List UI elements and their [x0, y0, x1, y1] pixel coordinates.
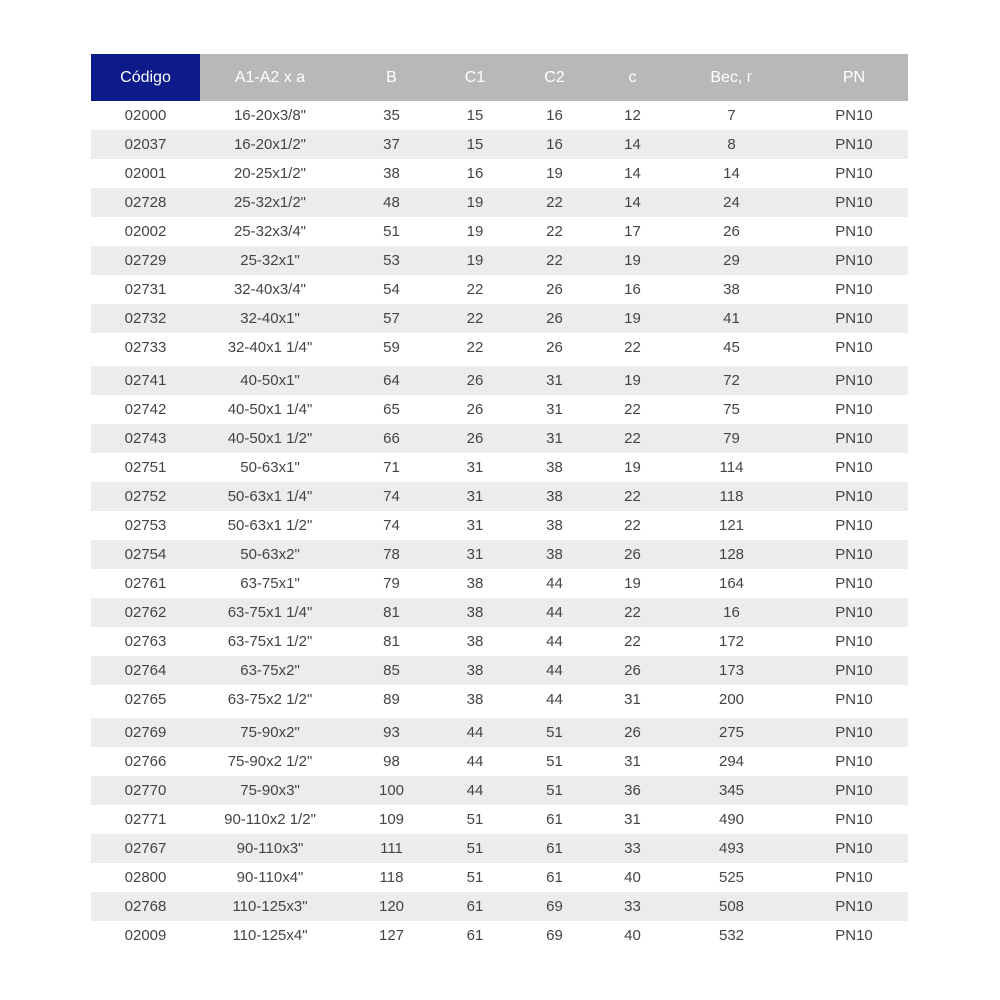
cell-c2: 44 [546, 691, 563, 708]
table-body [91, 101, 908, 950]
cell-c2: 31 [546, 372, 563, 389]
cell-weight: 29 [723, 252, 740, 269]
cell-b: 111 [380, 840, 403, 857]
cell-c1: 51 [466, 840, 484, 857]
cell-c1: 44 [466, 724, 484, 741]
table-row [91, 333, 908, 362]
cell-pn: PN10 [835, 753, 873, 770]
cell-pn: PN10 [835, 194, 873, 211]
table-row [91, 627, 908, 656]
cell-dimensions: 32-40x1 1/4" [227, 339, 313, 356]
cell-pn: PN10 [835, 310, 873, 327]
cell-pn: PN10 [835, 662, 873, 679]
cell-weight: 294 [718, 753, 745, 770]
table-row [91, 366, 908, 395]
cell-c: 22 [624, 517, 641, 534]
cell-dimensions: 110-125x3" [232, 898, 308, 915]
cell-dimensions: 63-75x1 1/4" [227, 604, 313, 621]
cell-b: 74 [383, 488, 400, 505]
cell-pn: PN10 [835, 136, 873, 153]
cell-c1: 22 [466, 281, 484, 298]
table-row [91, 159, 908, 188]
cell-pn: PN10 [835, 575, 873, 592]
cell-weight: 525 [718, 869, 745, 886]
cell-dimensions: 40-50x1 1/2" [227, 430, 313, 447]
cell-weight: 26 [723, 223, 740, 240]
cell-code: 02764 [124, 662, 167, 679]
cell-weight: 14 [723, 165, 740, 182]
cell-dimensions: 50-63x1 1/4" [227, 488, 313, 505]
cell-b: 81 [383, 633, 400, 650]
cell-dimensions: 25-32x1" [240, 252, 300, 269]
cell-c2: 22 [546, 194, 563, 211]
table-row [91, 718, 908, 747]
cell-c: 14 [624, 136, 641, 153]
cell-dimensions: 63-75x1 1/2" [227, 633, 313, 650]
cell-pn: PN10 [835, 633, 873, 650]
cell-weight: 173 [718, 662, 745, 679]
cell-pn: PN10 [835, 281, 873, 298]
cell-code: 02001 [124, 165, 167, 182]
cell-c2: 22 [546, 223, 563, 240]
cell-c: 14 [624, 165, 641, 182]
cell-dimensions: 63-75x1" [240, 575, 300, 592]
cell-dimensions: 63-75x2 1/2" [227, 691, 313, 708]
cell-weight: 45 [723, 339, 740, 356]
cell-b: 38 [383, 165, 400, 182]
cell-code: 02000 [124, 107, 167, 124]
cell-code: 02729 [124, 252, 167, 269]
cell-dimensions: 90-110x2 1/2" [224, 811, 316, 828]
table-row [91, 656, 908, 685]
cell-code: 02751 [124, 459, 167, 476]
table-row [91, 747, 908, 776]
spec-table [91, 54, 908, 950]
cell-dimensions: 40-50x1" [240, 372, 300, 389]
cell-pn: PN10 [835, 401, 873, 418]
cell-c: 14 [624, 194, 641, 211]
cell-dimensions: 75-90x2" [240, 724, 300, 741]
cell-c: 17 [624, 223, 641, 240]
cell-dimensions: 75-90x3" [240, 782, 300, 799]
cell-code: 02771 [124, 811, 167, 828]
header-weight: Вес, г [710, 68, 753, 86]
table-row [91, 685, 908, 714]
cell-c: 22 [624, 339, 641, 356]
cell-b: 66 [383, 430, 400, 447]
cell-c1: 61 [466, 927, 484, 944]
cell-pn: PN10 [835, 488, 873, 505]
header-dimensions: A1-A2 x a [234, 68, 306, 86]
cell-weight: 7 [727, 107, 736, 124]
cell-c: 12 [624, 107, 641, 124]
cell-weight: 24 [723, 194, 740, 211]
cell-c1: 31 [466, 488, 484, 505]
cell-pn: PN10 [835, 898, 873, 915]
cell-c1: 19 [466, 223, 484, 240]
cell-weight: 8 [727, 136, 736, 153]
table-row [91, 304, 908, 333]
cell-c: 22 [624, 488, 641, 505]
header-c: c [628, 68, 637, 86]
cell-b: 64 [383, 372, 400, 389]
cell-code: 02754 [124, 546, 167, 563]
table-row [91, 101, 908, 130]
cell-weight: 41 [723, 310, 740, 327]
header-c2: C2 [544, 68, 565, 86]
cell-dimensions: 20-25x1/2" [233, 165, 307, 182]
cell-c2: 61 [546, 840, 563, 857]
table-row [91, 275, 908, 304]
cell-c: 26 [624, 662, 641, 679]
cell-code: 02002 [124, 223, 167, 240]
cell-c2: 26 [546, 281, 563, 298]
cell-b: 35 [383, 107, 400, 124]
cell-weight: 79 [723, 430, 740, 447]
cell-c2: 51 [546, 724, 563, 741]
cell-dimensions: 25-32x3/4" [233, 223, 307, 240]
cell-b: 37 [383, 136, 400, 153]
cell-dimensions: 25-32x1/2" [233, 194, 307, 211]
cell-b: 51 [383, 223, 400, 240]
table-row [91, 892, 908, 921]
cell-c: 19 [624, 372, 641, 389]
cell-c1: 22 [466, 310, 484, 327]
cell-c2: 26 [546, 310, 563, 327]
cell-weight: 118 [719, 488, 744, 505]
cell-b: 100 [378, 782, 405, 799]
cell-c2: 38 [546, 459, 563, 476]
cell-b: 120 [378, 898, 405, 915]
cell-pn: PN10 [835, 724, 873, 741]
cell-c2: 44 [546, 633, 563, 650]
table-row [91, 217, 908, 246]
cell-c2: 26 [546, 339, 563, 356]
cell-code: 02752 [124, 488, 167, 505]
cell-c: 19 [624, 459, 641, 476]
table-header [91, 54, 908, 101]
cell-weight: 200 [718, 691, 745, 708]
cell-dimensions: 63-75x2" [240, 662, 300, 679]
cell-c: 40 [624, 927, 641, 944]
cell-c2: 51 [546, 753, 563, 770]
cell-c: 22 [624, 633, 641, 650]
cell-code: 02741 [124, 372, 167, 389]
cell-c2: 38 [546, 517, 563, 534]
cell-dimensions: 90-110x4" [236, 869, 304, 886]
cell-c: 36 [624, 782, 641, 799]
table-row [91, 453, 908, 482]
cell-weight: 508 [718, 898, 745, 915]
cell-b: 85 [383, 662, 400, 679]
cell-pn: PN10 [835, 459, 873, 476]
cell-code: 02761 [124, 575, 167, 592]
header-c1: C1 [464, 68, 486, 86]
cell-b: 81 [383, 604, 400, 621]
cell-c1: 26 [466, 430, 484, 447]
cell-code: 02753 [124, 517, 167, 534]
cell-code: 02769 [124, 724, 167, 741]
cell-c1: 16 [466, 165, 484, 182]
cell-c: 26 [624, 724, 641, 741]
cell-c1: 19 [466, 194, 484, 211]
cell-code: 02800 [124, 869, 167, 886]
cell-weight: 493 [718, 840, 745, 857]
table-row [91, 482, 908, 511]
cell-b: 127 [378, 927, 405, 944]
cell-code: 02728 [124, 194, 167, 211]
cell-pn: PN10 [835, 840, 873, 857]
cell-pn: PN10 [835, 107, 873, 124]
cell-pn: PN10 [835, 252, 873, 269]
cell-b: 78 [383, 546, 400, 563]
cell-c1: 31 [466, 459, 484, 476]
cell-pn: PN10 [835, 691, 873, 708]
cell-dimensions: 90-110x3" [236, 840, 304, 857]
cell-weight: 75 [723, 401, 740, 418]
cell-c2: 38 [546, 546, 563, 563]
table-row [91, 130, 908, 159]
table-row [91, 424, 908, 453]
cell-code: 02009 [124, 927, 167, 944]
header-b: B [386, 68, 397, 86]
cell-c1: 44 [466, 782, 484, 799]
cell-code: 02731 [124, 281, 167, 298]
cell-weight: 345 [718, 782, 745, 799]
cell-weight: 164 [718, 575, 745, 592]
cell-pn: PN10 [835, 869, 873, 886]
table-row [91, 511, 908, 540]
cell-c: 19 [624, 310, 641, 327]
cell-b: 79 [383, 575, 400, 592]
cell-b: 93 [383, 724, 400, 741]
cell-c: 31 [624, 691, 641, 708]
cell-c1: 15 [466, 107, 484, 124]
cell-pn: PN10 [835, 339, 873, 356]
cell-c1: 26 [466, 401, 484, 418]
cell-code: 02768 [124, 898, 167, 915]
cell-dimensions: 110-125x4" [232, 927, 308, 944]
cell-weight: 532 [718, 927, 745, 944]
cell-c1: 19 [466, 252, 484, 269]
cell-c2: 69 [546, 927, 563, 944]
cell-dimensions: 32-40x3/4" [233, 281, 307, 298]
cell-c1: 51 [466, 811, 484, 828]
header-pn: PN [842, 68, 866, 86]
table-row [91, 395, 908, 424]
cell-c2: 22 [546, 252, 563, 269]
cell-weight: 128 [718, 546, 745, 563]
cell-c1: 51 [466, 869, 484, 886]
cell-dimensions: 32-40x1" [240, 310, 300, 327]
table-row [91, 569, 908, 598]
cell-b: 109 [378, 811, 405, 828]
cell-c: 19 [624, 252, 641, 269]
cell-c: 22 [624, 604, 641, 621]
cell-c2: 16 [546, 136, 563, 153]
cell-c2: 16 [546, 107, 563, 124]
cell-code: 02762 [124, 604, 167, 621]
cell-b: 89 [383, 691, 400, 708]
cell-c2: 31 [546, 430, 563, 447]
cell-c1: 61 [466, 898, 484, 915]
cell-weight: 72 [723, 372, 740, 389]
cell-code: 02037 [124, 136, 167, 153]
cell-c: 33 [624, 898, 641, 915]
cell-pn: PN10 [835, 927, 873, 944]
cell-pn: PN10 [835, 165, 873, 182]
cell-code: 02765 [124, 691, 167, 708]
cell-pn: PN10 [835, 546, 873, 563]
cell-pn: PN10 [835, 430, 873, 447]
cell-c2: 51 [546, 782, 563, 799]
cell-code: 02763 [124, 633, 167, 650]
cell-b: 48 [383, 194, 400, 211]
cell-c2: 44 [546, 662, 563, 679]
cell-c: 16 [624, 281, 641, 298]
cell-pn: PN10 [835, 811, 873, 828]
cell-dimensions: 75-90x2 1/2" [227, 753, 313, 770]
table-row [91, 540, 908, 569]
table-row [91, 776, 908, 805]
cell-pn: PN10 [835, 517, 873, 534]
table-row [91, 921, 908, 950]
cell-c2: 44 [546, 575, 563, 592]
cell-c1: 38 [466, 575, 484, 592]
cell-dimensions: 50-63x2" [240, 546, 300, 563]
cell-c1: 38 [466, 633, 484, 650]
cell-c2: 61 [546, 811, 563, 828]
cell-c: 40 [624, 869, 641, 886]
cell-dimensions: 16-20x1/2" [233, 136, 307, 153]
cell-c2: 19 [546, 165, 563, 182]
cell-c1: 26 [466, 372, 484, 389]
cell-dimensions: 50-63x1" [240, 459, 300, 476]
cell-c: 31 [624, 811, 641, 828]
cell-c: 33 [624, 840, 641, 857]
cell-b: 53 [383, 252, 400, 269]
cell-c2: 31 [546, 401, 563, 418]
cell-b: 65 [383, 401, 400, 418]
table-row [91, 805, 908, 834]
cell-b: 57 [383, 310, 400, 327]
cell-code: 02742 [124, 401, 167, 418]
cell-weight: 114 [719, 459, 744, 476]
cell-weight: 490 [718, 811, 745, 828]
cell-code: 02732 [124, 310, 167, 327]
cell-c: 22 [624, 430, 641, 447]
cell-c1: 44 [466, 753, 484, 770]
cell-pn: PN10 [835, 782, 873, 799]
cell-c2: 61 [546, 869, 563, 886]
cell-code: 02766 [124, 753, 167, 770]
table-row [91, 834, 908, 863]
table-row [91, 246, 908, 275]
cell-c2: 44 [546, 604, 563, 621]
cell-dimensions: 40-50x1 1/4" [227, 401, 313, 418]
cell-c: 22 [624, 401, 641, 418]
cell-c1: 38 [466, 662, 484, 679]
table-row [91, 188, 908, 217]
cell-c1: 38 [466, 691, 484, 708]
cell-code: 02743 [124, 430, 167, 447]
cell-code: 02733 [124, 339, 167, 356]
cell-c1: 38 [466, 604, 484, 621]
cell-c: 19 [624, 575, 641, 592]
cell-weight: 121 [718, 517, 745, 534]
cell-c2: 69 [546, 898, 563, 915]
cell-b: 74 [383, 517, 400, 534]
table-row [91, 598, 908, 627]
cell-dimensions: 16-20x3/8" [233, 107, 307, 124]
cell-c2: 38 [546, 488, 563, 505]
cell-b: 54 [383, 281, 400, 298]
cell-dimensions: 50-63x1 1/2" [227, 517, 313, 534]
table-row [91, 863, 908, 892]
cell-c: 26 [624, 546, 641, 563]
cell-c1: 15 [466, 136, 484, 153]
cell-weight: 172 [718, 633, 745, 650]
cell-c1: 31 [466, 517, 484, 534]
cell-b: 118 [379, 869, 404, 886]
cell-b: 59 [383, 339, 400, 356]
cell-code: 02767 [124, 840, 167, 857]
cell-pn: PN10 [835, 372, 873, 389]
header-code: Código [91, 54, 200, 101]
cell-pn: PN10 [835, 604, 873, 621]
cell-b: 71 [383, 459, 400, 476]
cell-c1: 31 [466, 546, 484, 563]
cell-b: 98 [383, 753, 400, 770]
cell-c1: 22 [466, 339, 484, 356]
cell-c: 31 [624, 753, 641, 770]
cell-weight: 16 [723, 604, 740, 621]
cell-code: 02770 [124, 782, 167, 799]
cell-pn: PN10 [835, 223, 873, 240]
cell-weight: 275 [718, 724, 745, 741]
cell-weight: 38 [723, 281, 740, 298]
